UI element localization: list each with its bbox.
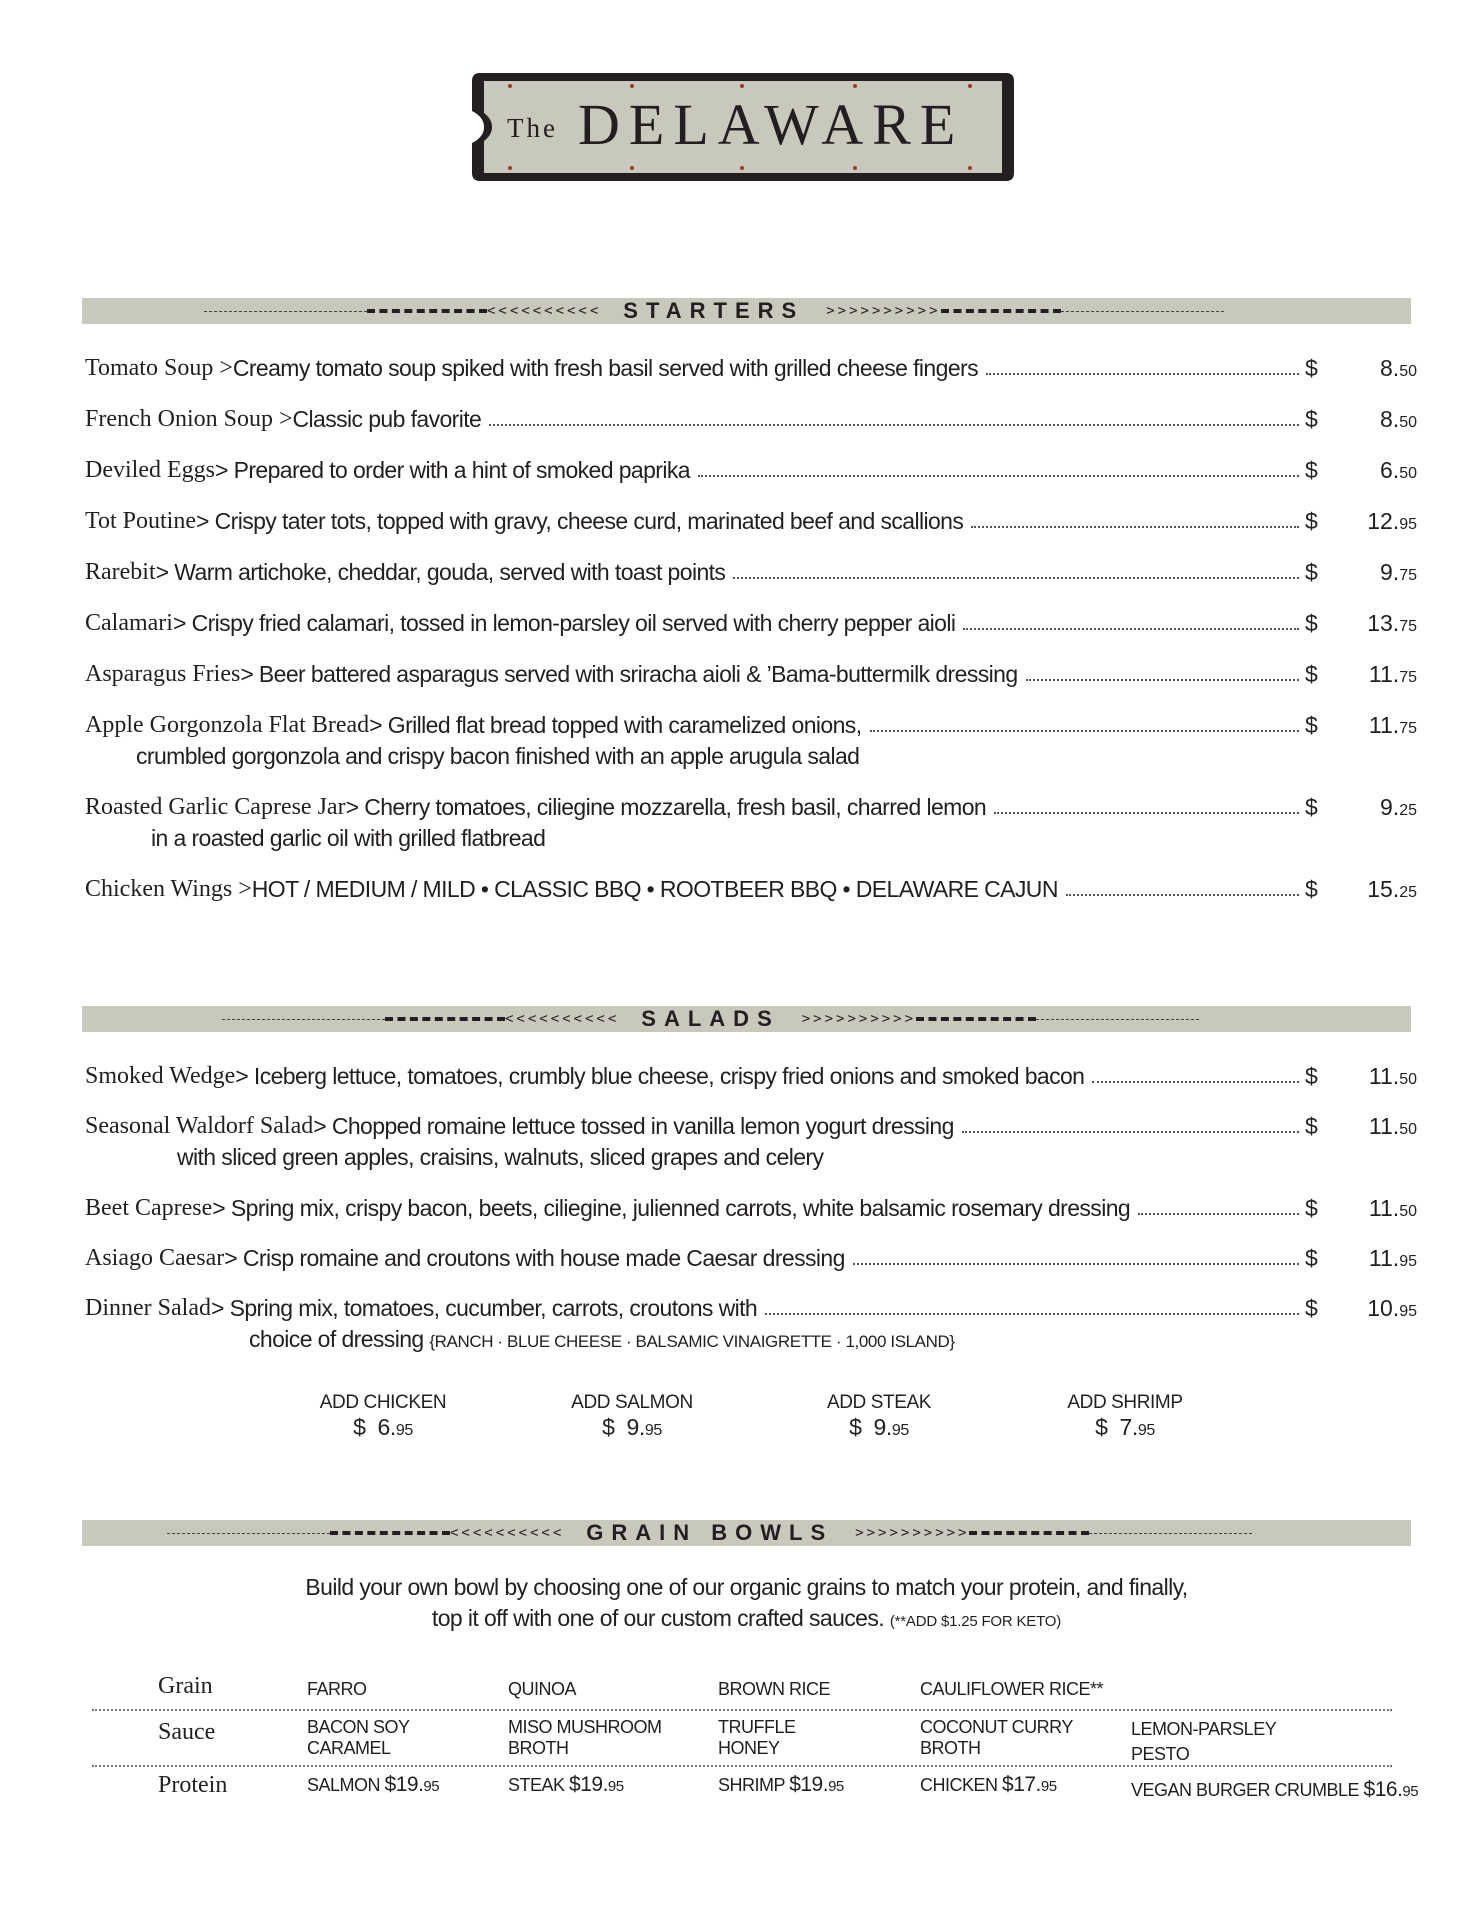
rule-thick-right xyxy=(941,309,1061,313)
menu-item xyxy=(85,789,1417,851)
price-dollar: $ xyxy=(1305,406,1318,432)
item-name: Seasonal Waldorf Salad xyxy=(85,1113,314,1139)
addon-label: ADD SALMON xyxy=(571,1392,693,1413)
rule-thin-left xyxy=(222,1019,385,1020)
item-desc-continued: choice of dressing {RANCH · BLUE CHEESE · BALSAMIC VINAIGRETTE · 1,000 ISLAND} xyxy=(249,1326,955,1352)
logo-name: DELAWARE xyxy=(578,92,965,157)
item-price: 9.25 xyxy=(1380,794,1417,820)
item-name: Calamari xyxy=(85,610,173,636)
addon-salmon xyxy=(532,1392,732,1441)
row-label-grain: Grain xyxy=(158,1673,213,1699)
starters-header-bar xyxy=(82,298,1411,324)
item-name: Rarebit xyxy=(85,559,156,585)
intro-line-1: Build your own bowl by choosing one of our organic grains to match your protein, and finally, xyxy=(305,1574,1188,1600)
dot-leader xyxy=(1066,894,1299,896)
item-desc-continued: crumbled gorgonzola and crispy bacon finished with an apple arugula salad xyxy=(136,743,860,769)
item-desc: HOT / MEDIUM / MILD • CLASSIC BBQ • ROOTBEER BBQ • DELAWARE CAJUN xyxy=(251,876,1058,902)
rule-thin-left xyxy=(204,311,367,312)
addon-price: $ 6.95 xyxy=(353,1414,413,1440)
price-dollar: $ xyxy=(1305,661,1318,687)
salads-title: SALADS xyxy=(641,1006,780,1031)
rule-thick-left xyxy=(385,1017,505,1021)
item-desc: > Beer battered asparagus served with sriracha aioli & ’Bama-buttermilk dressing xyxy=(240,661,1018,687)
item-name: Asparagus Fries xyxy=(85,661,241,687)
item-name: French Onion Soup > xyxy=(85,406,293,432)
rule-thick-right xyxy=(969,1531,1089,1535)
dot-leader xyxy=(994,812,1299,814)
menu-item xyxy=(85,1108,1417,1170)
menu-item xyxy=(85,1240,1415,1272)
item-name: Tot Poutine xyxy=(85,508,196,534)
menu-item xyxy=(85,1190,1415,1222)
item-price: 9.75 xyxy=(1380,559,1417,585)
item-desc: > Crispy fried calamari, tossed in lemon-parsley oil served with cherry pepper aioli xyxy=(172,610,956,636)
menu-item xyxy=(85,401,1415,433)
price-dollar: $ xyxy=(1305,1063,1318,1089)
dot-leader xyxy=(963,628,1299,630)
arrows-right: >>>>>>>>>> xyxy=(826,303,941,319)
rule-thin-right xyxy=(1089,1533,1252,1534)
rule-thin-right xyxy=(1061,311,1224,312)
sauce-option: LEMON-PARSLEY PESTO xyxy=(1131,1719,1277,1764)
addon-price: $ 9.95 xyxy=(849,1414,909,1440)
row-divider xyxy=(92,1765,1392,1767)
item-name: Tomato Soup > xyxy=(85,355,233,381)
addon-label: ADD STEAK xyxy=(826,1392,932,1413)
dot-leader xyxy=(986,373,1299,375)
price-dollar: $ xyxy=(1305,355,1318,381)
protein-option: CHICKEN $17.95 xyxy=(920,1773,1057,1796)
item-price: 8.50 xyxy=(1380,355,1417,381)
item-desc: > Spring mix, crispy bacon, beets, ciliegine, julienned carrots, white balsamic rosemary dressing xyxy=(212,1195,1131,1221)
rule-thick-left xyxy=(367,309,487,313)
item-desc: Classic pub favorite xyxy=(292,406,482,432)
item-price: 11.50 xyxy=(1368,1195,1417,1221)
item-price: 8.50 xyxy=(1380,406,1417,432)
item-name: Asiago Caesar xyxy=(85,1245,225,1271)
restaurant-logo xyxy=(470,71,1016,183)
item-price: 12.95 xyxy=(1367,508,1417,534)
dot-leader xyxy=(698,475,1299,477)
item-price: 11.75 xyxy=(1368,712,1417,738)
item-desc-continued: with sliced green apples, craisins, walnuts, sliced grapes and celery xyxy=(177,1144,824,1170)
item-name: Apple Gorgonzola Flat Bread xyxy=(85,712,370,738)
rule-thick-left xyxy=(330,1531,450,1535)
menu-item xyxy=(85,503,1415,535)
menu-item xyxy=(85,605,1415,637)
item-price: 11.95 xyxy=(1368,1245,1417,1271)
dot-leader xyxy=(853,1263,1299,1265)
item-desc: > Cherry tomatoes, ciliegine mozzarella, fresh basil, charred lemon xyxy=(345,794,987,820)
item-price: 10.95 xyxy=(1367,1295,1417,1321)
arrows-left: <<<<<<<<<< xyxy=(505,1011,620,1027)
addon-label: ADD CHICKEN xyxy=(319,1392,447,1413)
item-desc: > Spring mix, tomatoes, cucumber, carrots, croutons with xyxy=(210,1295,758,1321)
menu-item xyxy=(85,350,1415,382)
item-desc-continued: in a roasted garlic oil with grilled flatbread xyxy=(151,825,546,851)
protein-option: SALMON $19.95 xyxy=(307,1773,440,1796)
grain-option: BROWN RICE xyxy=(718,1679,830,1699)
dressing-options: {RANCH · BLUE CHEESE · BALSAMIC VINAIGRETTE · 1,000 ISLAND} xyxy=(429,1332,955,1351)
price-dollar: $ xyxy=(1305,508,1318,534)
price-dollar: $ xyxy=(1305,1295,1318,1321)
item-name: Dinner Salad xyxy=(85,1295,211,1321)
dot-leader xyxy=(971,526,1299,528)
arrows-left: <<<<<<<<<< xyxy=(450,1525,565,1541)
menu-item xyxy=(85,554,1415,586)
row-label-protein: Protein xyxy=(158,1772,228,1798)
dot-leader xyxy=(765,1313,1299,1315)
price-dollar: $ xyxy=(1305,559,1318,585)
addon-steak xyxy=(779,1392,979,1441)
menu-item xyxy=(85,871,1415,903)
rule-thin-right xyxy=(1036,1019,1199,1020)
dot-leader xyxy=(1026,679,1299,681)
sauce-option: MISO MUSHROOM BROTH xyxy=(508,1717,662,1758)
rule-thick-right xyxy=(916,1017,1036,1021)
dot-leader xyxy=(1138,1213,1299,1215)
item-desc: > Crisp romaine and croutons with house made Caesar dressing xyxy=(224,1245,845,1271)
item-price: 11.50 xyxy=(1368,1063,1417,1089)
salads-header-bar xyxy=(82,1006,1411,1032)
protein-option: SHRIMP $19.95 xyxy=(718,1773,844,1796)
item-price: 15.25 xyxy=(1367,876,1417,902)
price-dollar: $ xyxy=(1305,712,1318,738)
item-desc: Creamy tomato soup spiked with fresh basil served with grilled cheese fingers xyxy=(232,355,978,381)
protein-option: STEAK $19.95 xyxy=(508,1773,624,1796)
item-desc: > Crispy tater tots, topped with gravy, cheese curd, marinated beef and scallions xyxy=(196,508,964,534)
price-dollar: $ xyxy=(1305,794,1318,820)
price-dollar: $ xyxy=(1305,876,1318,902)
item-price: 13.75 xyxy=(1367,610,1417,636)
price-dollar: $ xyxy=(1305,610,1318,636)
item-name: Beet Caprese xyxy=(85,1195,213,1221)
starters-title: STARTERS xyxy=(623,298,805,323)
grain-bowls-title: GRAIN BOWLS xyxy=(586,1520,834,1545)
dot-leader xyxy=(733,577,1299,579)
menu-item xyxy=(85,1290,1417,1352)
addon-price: $ 7.95 xyxy=(1095,1414,1155,1440)
price-dollar: $ xyxy=(1305,1195,1318,1221)
addon-chicken xyxy=(283,1392,483,1441)
menu-item xyxy=(85,656,1415,688)
dot-leader xyxy=(489,424,1299,426)
item-name: Chicken Wings > xyxy=(85,876,252,902)
addon-shrimp xyxy=(1025,1392,1225,1441)
grain-option: CAULIFLOWER RICE** xyxy=(920,1679,1104,1699)
item-price: 11.75 xyxy=(1368,661,1417,687)
dot-leader xyxy=(1092,1081,1299,1083)
sauce-option: BACON SOY CARAMEL xyxy=(307,1717,410,1758)
row-divider xyxy=(92,1709,1392,1711)
menu-item xyxy=(85,707,1417,769)
intro-line-2: top it off with one of our custom crafted sauces. (**ADD $1.25 FOR KETO) xyxy=(431,1605,1062,1631)
dot-leader xyxy=(870,730,1300,732)
grain-option: FARRO xyxy=(307,1679,367,1699)
price-dollar: $ xyxy=(1305,457,1318,483)
addon-label: ADD SHRIMP xyxy=(1067,1392,1183,1413)
item-price: 11.50 xyxy=(1368,1113,1417,1139)
grain-bowls-intro xyxy=(82,1572,1411,1637)
row-label-sauce: Sauce xyxy=(158,1719,216,1745)
item-desc: > Warm artichoke, cheddar, gouda, served with toast points xyxy=(155,559,726,585)
arrows-right: >>>>>>>>>> xyxy=(801,1011,917,1027)
price-dollar: $ xyxy=(1305,1245,1318,1271)
arrows-left: <<<<<<<<<< xyxy=(487,303,602,319)
rule-thin-left xyxy=(167,1533,330,1534)
sauce-option: TRUFFLE HONEY xyxy=(718,1717,796,1758)
item-name: Deviled Eggs xyxy=(85,457,215,483)
item-desc: > Prepared to order with a hint of smoked paprika xyxy=(214,457,690,483)
addon-price: $ 9.95 xyxy=(602,1414,662,1440)
item-name: Roasted Garlic Caprese Jar xyxy=(85,794,346,820)
sauce-option: COCONUT CURRY BROTH xyxy=(920,1717,1073,1758)
menu-item xyxy=(85,1058,1415,1090)
item-desc: > Grilled flat bread topped with caramelized onions, xyxy=(369,712,862,738)
item-desc: > Chopped romaine lettuce tossed in vanilla lemon yogurt dressing xyxy=(313,1113,954,1139)
grain-option: QUINOA xyxy=(508,1679,577,1699)
price-dollar: $ xyxy=(1305,1113,1318,1139)
item-desc: > Iceberg lettuce, tomatoes, crumbly blue cheese, crispy fried onions and smoked bacon xyxy=(235,1063,1085,1089)
item-price: 6.50 xyxy=(1380,457,1417,483)
item-name: Smoked Wedge xyxy=(85,1063,236,1089)
keto-note: (**ADD $1.25 FOR KETO) xyxy=(889,1613,1062,1630)
protein-option: VEGAN BURGER CRUMBLE $16.95 xyxy=(1131,1778,1419,1801)
logo-the: The xyxy=(507,113,558,143)
menu-item xyxy=(85,452,1415,484)
arrows-right: >>>>>>>>>> xyxy=(855,1525,970,1541)
grain-bowls-header-bar xyxy=(82,1520,1411,1546)
dot-leader xyxy=(962,1131,1299,1133)
